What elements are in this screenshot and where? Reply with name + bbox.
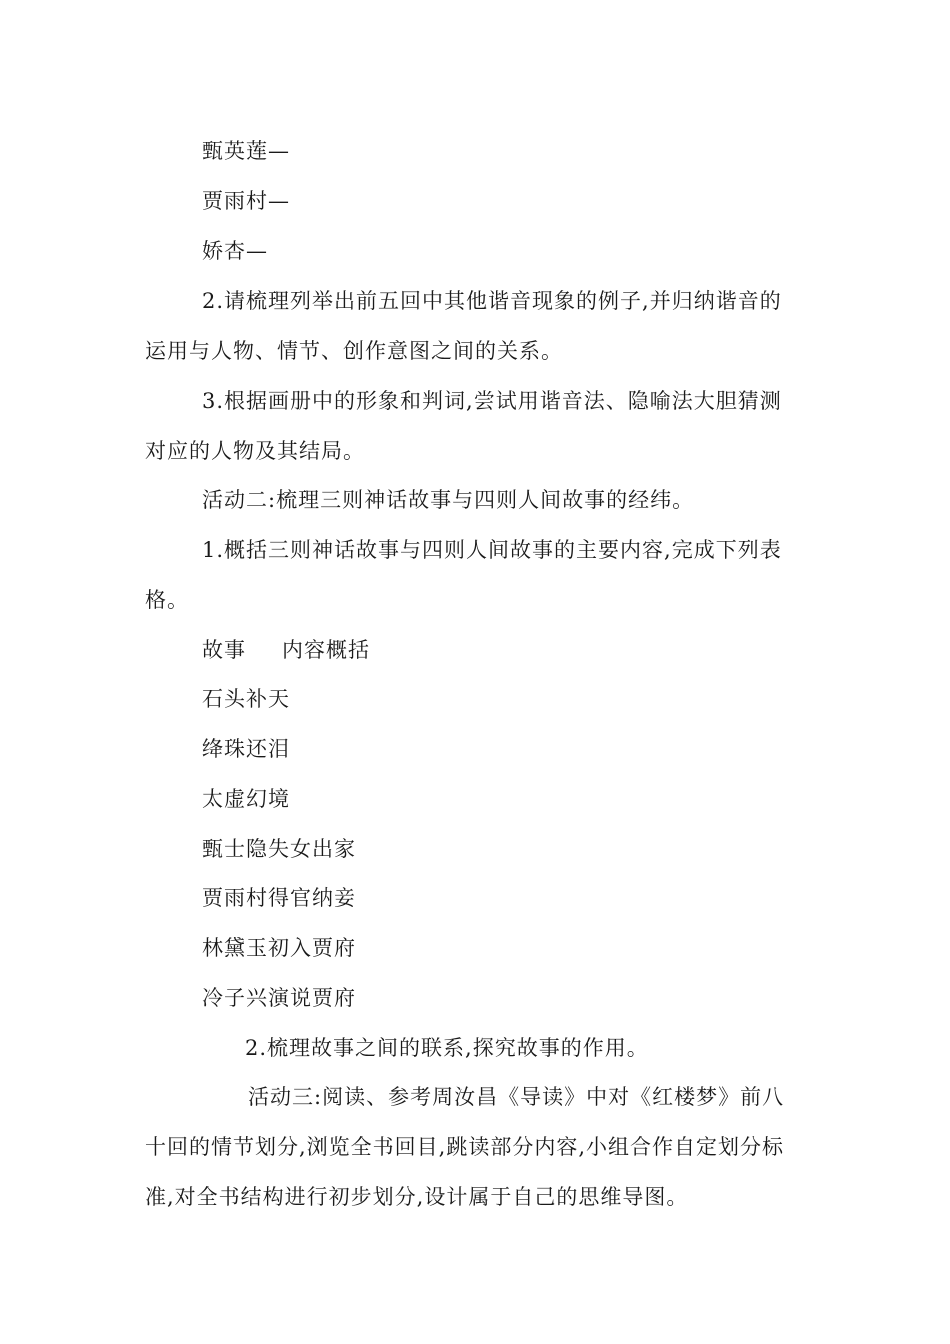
section-heading: 活动二:梳理三则神话故事与四则人间故事的经纬。 — [202, 488, 695, 512]
paragraph-line: 对应的人物及其结局。 — [145, 439, 365, 463]
section-heading: 活动三:阅读、参考周汝昌《导读》中对《红楼梦》前八 — [248, 1085, 785, 1109]
table-header-story: 故事 — [202, 638, 246, 662]
table-row: 绛珠还泪 — [202, 737, 290, 761]
table-row: 甄士隐失女出家 — [202, 837, 356, 861]
table-header-summary: 内容概括 — [282, 638, 370, 662]
paragraph-line: 3.根据画册中的形象和判词,尝试用谐音法、隐喻法大胆猜测 — [202, 389, 782, 413]
paragraph-line: 准,对全书结构进行初步划分,设计属于自己的思维导图。 — [145, 1185, 689, 1209]
table-row: 太虚幻境 — [202, 787, 290, 811]
table-row: 冷子兴演说贾府 — [202, 986, 356, 1010]
paragraph-line: 甄英莲— — [202, 139, 290, 163]
paragraph-line: 运用与人物、情节、创作意图之间的关系。 — [145, 339, 563, 363]
paragraph-line: 娇杏— — [202, 239, 268, 263]
paragraph-line: 1.概括三则神话故事与四则人间故事的主要内容,完成下列表 — [202, 538, 782, 562]
table-header — [202, 635, 370, 665]
paragraph-line: 2.梳理故事之间的联系,探究故事的作用。 — [245, 1036, 649, 1060]
paragraph-line: 十回的情节划分,浏览全书回目,跳读部分内容,小组合作自定划分标 — [145, 1135, 785, 1159]
table-row: 石头补天 — [202, 687, 290, 711]
table-row: 林黛玉初入贾府 — [202, 936, 356, 960]
paragraph-line: 格。 — [145, 588, 189, 612]
table-row: 贾雨村得官纳妾 — [202, 886, 356, 910]
paragraph-line: 贾雨村— — [202, 189, 290, 213]
paragraph-line: 2.请梳理列举出前五回中其他谐音现象的例子,并归纳谐音的 — [202, 289, 782, 313]
